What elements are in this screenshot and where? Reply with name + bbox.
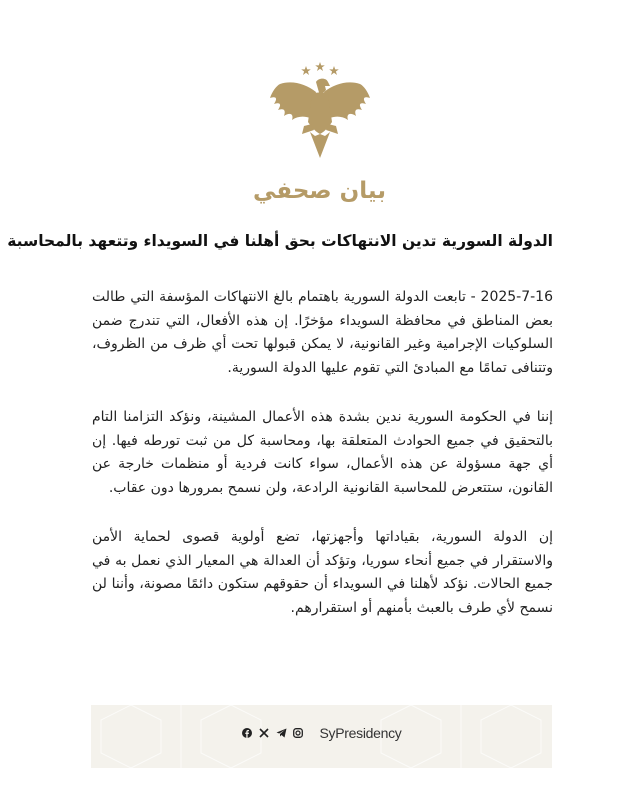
paragraph-2: إننا في الحكومة السورية ندين بشدة هذه الأعمال المشينة، ونؤكد التزامنا التام بالتحقيق في جميع الحوادث المتعلقة بها، ومحاسبة كل من ثبت تورطه فيها. إن أي جهة مسؤولة عن هذه الأعمال، سواء كانت فردية أو منظمات خارجة عن القانون، ستتعرض للمحاسبة القانونية الرادعة، ولن نسمح بمرورها دون عقاب. — [92, 409, 553, 496]
star-icon — [329, 66, 339, 75]
document-type-title: بيان صحفي — [253, 178, 386, 204]
instagram-icon[interactable] — [293, 728, 304, 739]
star-icon — [301, 66, 311, 75]
eagle-emblem-logo — [270, 62, 370, 158]
footer-band — [91, 705, 552, 768]
eagle-icon — [270, 62, 370, 158]
x-icon[interactable] — [259, 728, 270, 739]
star-icon — [315, 62, 325, 71]
footer-content — [91, 725, 552, 741]
statement-headline: الدولة السورية تدين الانتهاكات بحق أهلنا في السويداء وتتعهد بالمحاسبة — [7, 232, 553, 250]
facebook-icon[interactable] — [242, 728, 253, 739]
telegram-icon[interactable] — [276, 728, 287, 739]
paragraph-1: 2025-7-16 - تابعت الدولة السورية باهتمام بالغ الانتهاكات المؤسفة التي طالت بعض المناطق في محافظة السويداء مؤخرًا. إن هذه الأفعال، التي تندرج ضمن السلوكيات الإجرامية وغير القانونية، لا يمكن قبولها تحت أي ظرف من الظروف، وتتنافى تمامًا مع المبادئ التي تقوم عليها الدولة السورية. — [92, 289, 553, 376]
social-handle[interactable]: SyPresidency — [319, 725, 402, 741]
statement-body — [92, 286, 553, 646]
paragraph-3: إن الدولة السورية، بقياداتها وأجهزتها، تضع أولوية قصوى لحماية الأمن والاستقرار في جميع أنحاء سوريا، وتؤكد أن العدالة هي المعيار الذي نعمل به في جميع الحالات. نؤكد لأهلنا في السويداء أن حقوقهم ستكون دائمًا مصونة، وأننا لن نسمح لأي طرف بالعبث بأمنهم أو استقرارهم. — [92, 529, 553, 616]
